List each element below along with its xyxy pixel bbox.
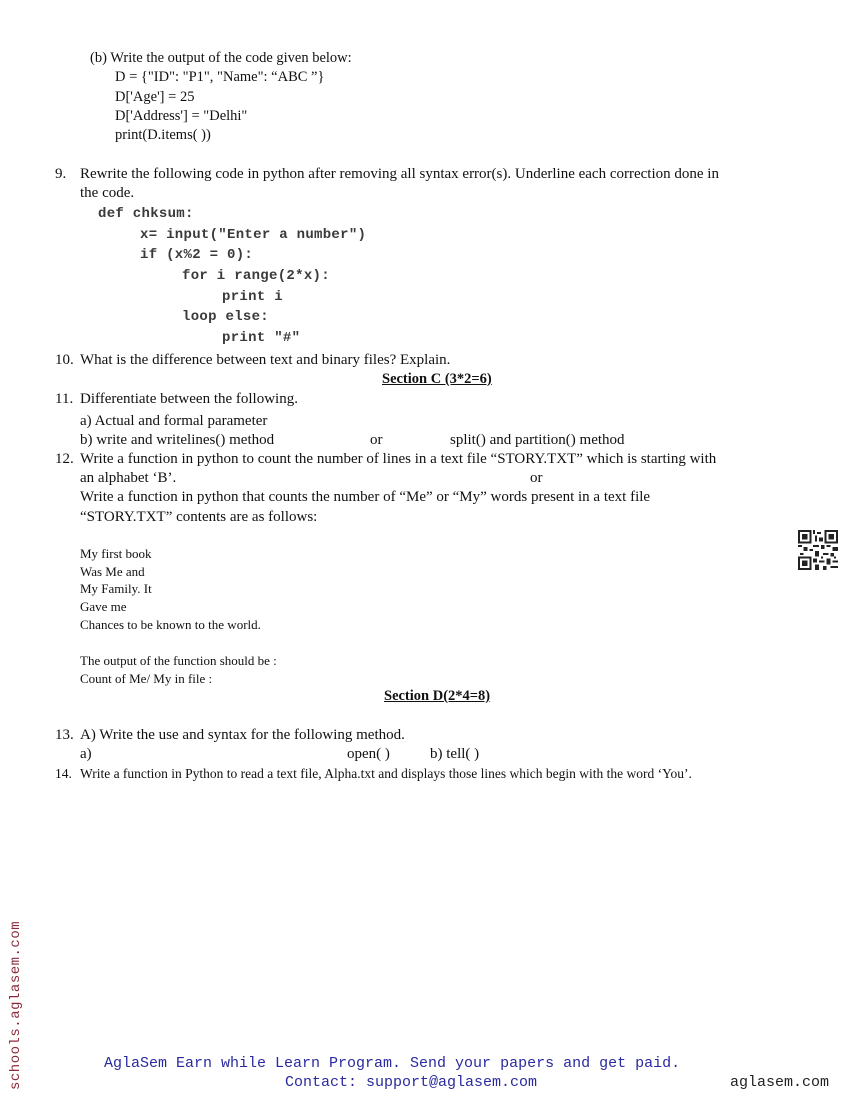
q11-alt: split() and partition() method xyxy=(450,432,625,448)
qr-code-icon xyxy=(798,530,838,570)
q8b-code-line: print(D.items( )) xyxy=(115,127,211,143)
q9-code-line: for i range(2*x): xyxy=(182,268,330,284)
q8b-label: (b) Write the output of the code given below: xyxy=(90,50,352,66)
footer-site-link[interactable]: aglasem.com xyxy=(730,1074,830,1091)
q9-code-line: loop else: xyxy=(182,309,270,325)
story-file-line: My Family. It xyxy=(80,581,152,596)
footer-contact[interactable]: Contact: support@aglasem.com xyxy=(285,1074,538,1091)
side-watermark: schools.aglasem.com xyxy=(8,920,24,1090)
q8b-code-line: D['Address'] = "Delhi" xyxy=(115,108,248,124)
q12-text-line4: “STORY.TXT” contents are as follows: xyxy=(80,509,318,525)
q9-code-line: if (x%2 = 0): xyxy=(140,247,254,263)
q12-text-line1: Write a function in python to count the number of lines in a text file “STORY.TXT” which is starting with xyxy=(80,451,717,467)
story-file-line: Chances to be known to the world. xyxy=(80,617,261,632)
q8b-code-line: D['Age'] = 25 xyxy=(115,89,195,105)
q8b-code-line: D = {"ID": "P1", "Name": “ABC ”} xyxy=(115,69,325,85)
q11-option-b: b) write and writelines() method xyxy=(80,432,275,448)
q12-number: 12. xyxy=(55,451,74,467)
q10-number: 10. xyxy=(55,352,74,368)
q12-text-line3: Write a function in python that counts the number of “Me” or “My” words present in a text file xyxy=(80,489,651,505)
q11-text: Differentiate between the following. xyxy=(80,391,298,407)
q11-number: 11. xyxy=(55,391,74,407)
story-file-line: Gave me xyxy=(80,599,127,614)
q13-open: open( ) xyxy=(347,746,390,762)
q12-output-label: The output of the function should be : xyxy=(80,653,277,668)
q9-text-line2: the code. xyxy=(80,185,135,201)
q9-number: 9. xyxy=(55,166,67,182)
q12-or: or xyxy=(530,470,543,486)
section-d-heading: Section D(2*4=8) xyxy=(384,688,491,704)
q12-count-label: Count of Me/ My in file : xyxy=(80,671,213,686)
q13-option-b: b) tell( ) xyxy=(430,746,480,762)
footer-line1: AglaSem Earn while Learn Program. Send your papers and get paid. xyxy=(104,1055,681,1072)
story-file-line: Was Me and xyxy=(80,564,145,579)
q11-option-a: a) Actual and formal parameter xyxy=(80,413,268,429)
q9-code-line: print "#" xyxy=(222,330,301,346)
q13-option-a: a) xyxy=(80,746,92,762)
q12-text-line2: an alphabet ‘B’. xyxy=(80,470,177,486)
section-c-heading: Section C (3*2=6) xyxy=(382,371,492,387)
q9-text-line1: Rewrite the following code in python after removing all syntax error(s). Underline each correction done in xyxy=(80,166,719,182)
q14-text: Write a function in Python to read a text file, Alpha.txt and displays those lines which begin with the word ‘You’. xyxy=(80,766,692,781)
q9-code-line: def chksum: xyxy=(98,206,194,222)
q10-text: What is the difference between text and binary files? Explain. xyxy=(80,352,451,368)
q13-number: 13. xyxy=(55,727,74,743)
story-file-line: My first book xyxy=(80,546,152,561)
q13-text: A) Write the use and syntax for the following method. xyxy=(80,727,405,743)
q9-code-line: print i xyxy=(222,289,283,305)
q11-or: or xyxy=(370,432,383,448)
q9-code-line: x= input("Enter a number") xyxy=(140,227,367,243)
q14-number: 14. xyxy=(55,766,72,781)
